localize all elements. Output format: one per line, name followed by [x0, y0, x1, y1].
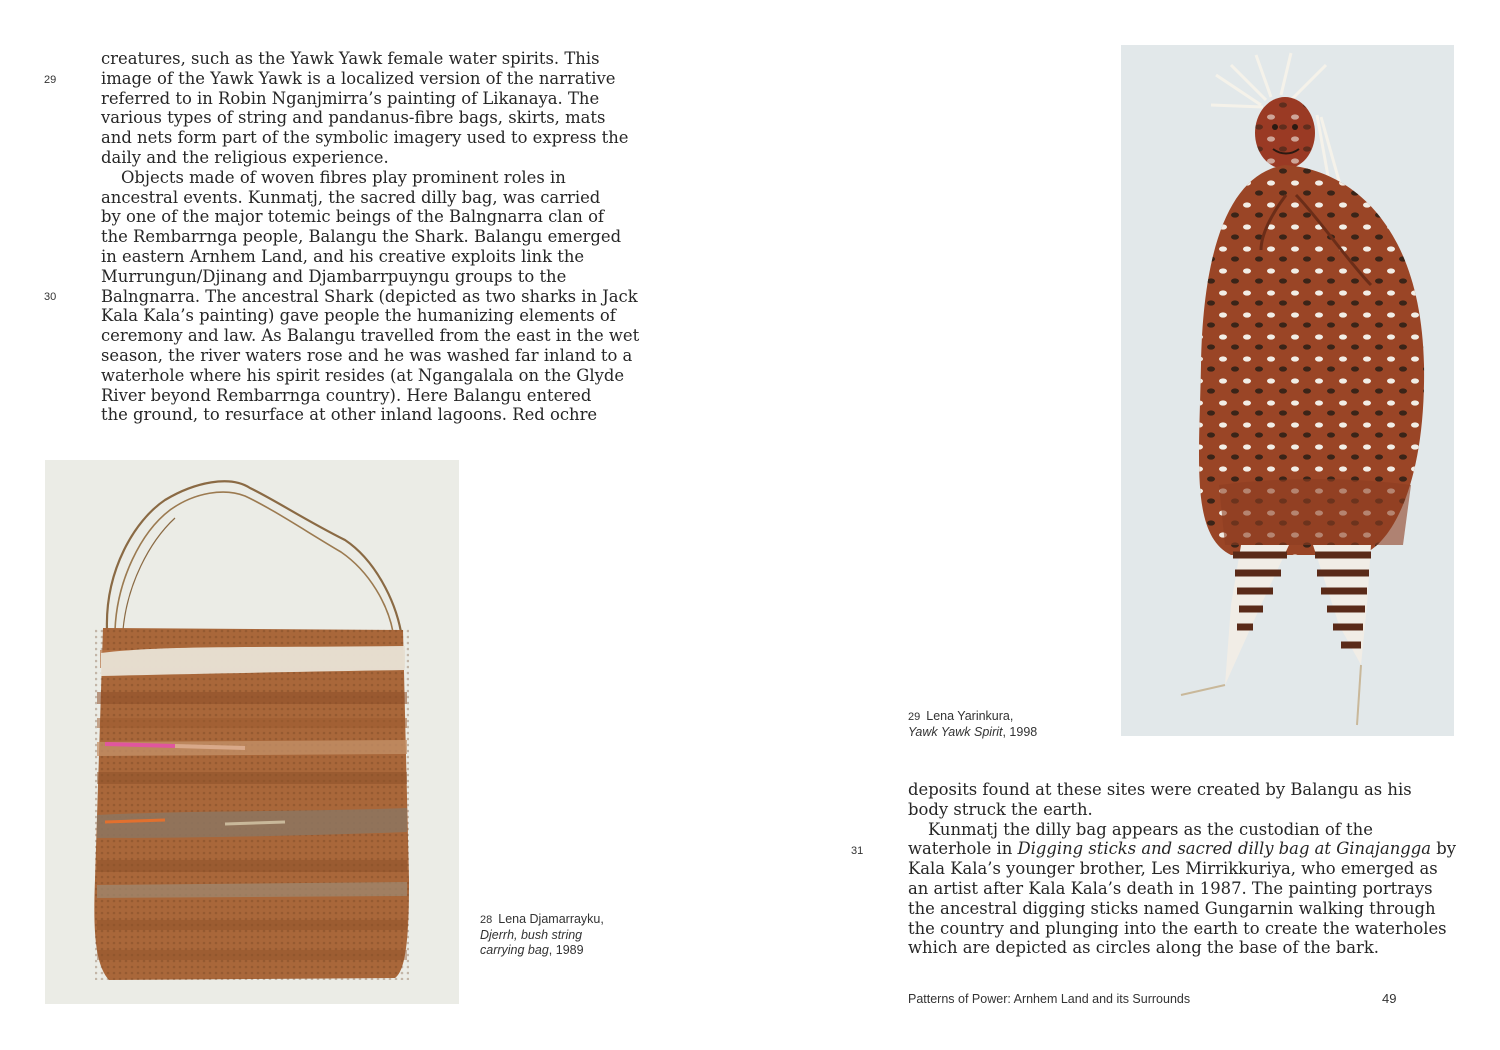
caption-artist: Lena Djamarrayku, — [498, 912, 604, 926]
caption-year: , 1998 — [1002, 725, 1038, 739]
text-line: River beyond Rembarrnga country). Here Balangu entered — [101, 385, 592, 405]
artwork-title: Digging sticks and sacred dilly bag at Ginajangga — [1017, 839, 1432, 859]
caption-year: , 1989 — [548, 943, 584, 957]
text-line: which are depicted as circles along the base of the bark. — [908, 938, 1379, 958]
text-line: body struck the earth. — [908, 799, 1093, 819]
photo-string-bag — [45, 460, 459, 1004]
text-line: ancestral events. Kunmatj, the sacred dilly bag, was carried — [101, 187, 601, 207]
yawk-yawk-illustration — [1121, 45, 1454, 736]
running-footer-title: Patterns of Power: Arnhem Land and its Surrounds — [908, 992, 1191, 1006]
text-line: Murrungun/Djinang and Djambarrpuyngu groups to the — [101, 266, 567, 286]
text-segment: by — [1431, 839, 1457, 859]
text-line: Objects made of woven fibres play prominent roles in — [121, 167, 566, 187]
text-line: by one of the major totemic beings of the Balngnarra clan of — [101, 207, 605, 227]
caption-title: carrying bag — [480, 943, 549, 957]
text-line: referred to in Robin Nganjmirra’s painting of Likanaya. The — [101, 88, 600, 108]
text-line: the country and plunging into the earth to create the waterholes — [908, 918, 1447, 938]
caption-figure-29 — [908, 709, 1037, 740]
caption-number: 28 — [480, 914, 493, 926]
text-line: deposits found at these sites were created by Balangu as his — [908, 780, 1412, 799]
margin-figure-ref-29: 29 — [44, 74, 57, 86]
caption-artist: Lena Yarinkura, — [926, 709, 1014, 723]
text-line: daily and the religious experience. — [101, 147, 389, 167]
string-bag-illustration — [45, 460, 459, 1004]
text-line: Kala Kala’s painting) gave people the humanizing elements of — [101, 306, 616, 326]
text-line: the ground, to resurface at other inland lagoons. Red ochre — [101, 405, 598, 425]
text-line: and nets form part of the symbolic imagery used to express the — [101, 128, 629, 148]
text-line: in eastern Arnhem Land, and his creative exploits link the — [101, 246, 585, 266]
body-text-column-right — [908, 780, 1456, 958]
text-line: ceremony and law. As Balangu travelled from the east in the wet — [101, 326, 640, 346]
text-line: image of the Yawk Yawk is a localized version of the narrative — [101, 68, 616, 88]
page-number: 49 — [1382, 991, 1397, 1006]
caption-title: Yawk Yawk Spirit — [908, 725, 1003, 739]
text-segment: waterhole in — [908, 839, 1018, 859]
text-line: the Rembarrnga people, Balangu the Shark. Balangu emerged — [101, 227, 622, 247]
text-line: waterhole where his spirit resides (at Ngangalala on the Glyde — [101, 365, 625, 385]
caption-number: 29 — [908, 711, 921, 723]
caption-title: Djerrh, bush string — [480, 928, 583, 942]
text-line: Kunmatj the dilly bag appears as the custodian of the — [928, 819, 1373, 839]
body-text-column-left — [101, 49, 639, 425]
text-line: Kala Kala’s younger brother, Les Mirrikkuriya, who emerged as — [908, 859, 1438, 879]
margin-figure-ref-30: 30 — [44, 291, 57, 303]
text-line — [908, 839, 1456, 859]
text-line: creatures, such as the Yawk Yawk female water spirits. This — [101, 49, 600, 68]
text-line: the ancestral digging sticks named Gungarnin walking through — [908, 898, 1436, 918]
text-line: various types of string and pandanus-fibre bags, skirts, mats — [101, 108, 606, 128]
margin-figure-ref-31: 31 — [851, 845, 864, 857]
text-line: season, the river waters rose and he was washed far inland to a — [101, 345, 633, 365]
caption-figure-28 — [480, 912, 604, 958]
text-line: Balngnarra. The ancestral Shark (depicted as two sharks in Jack — [101, 286, 638, 306]
photo-yawk-yawk-spirit — [1121, 45, 1454, 736]
text-line: an artist after Kala Kala’s death in 1987. The painting portrays — [908, 878, 1433, 898]
